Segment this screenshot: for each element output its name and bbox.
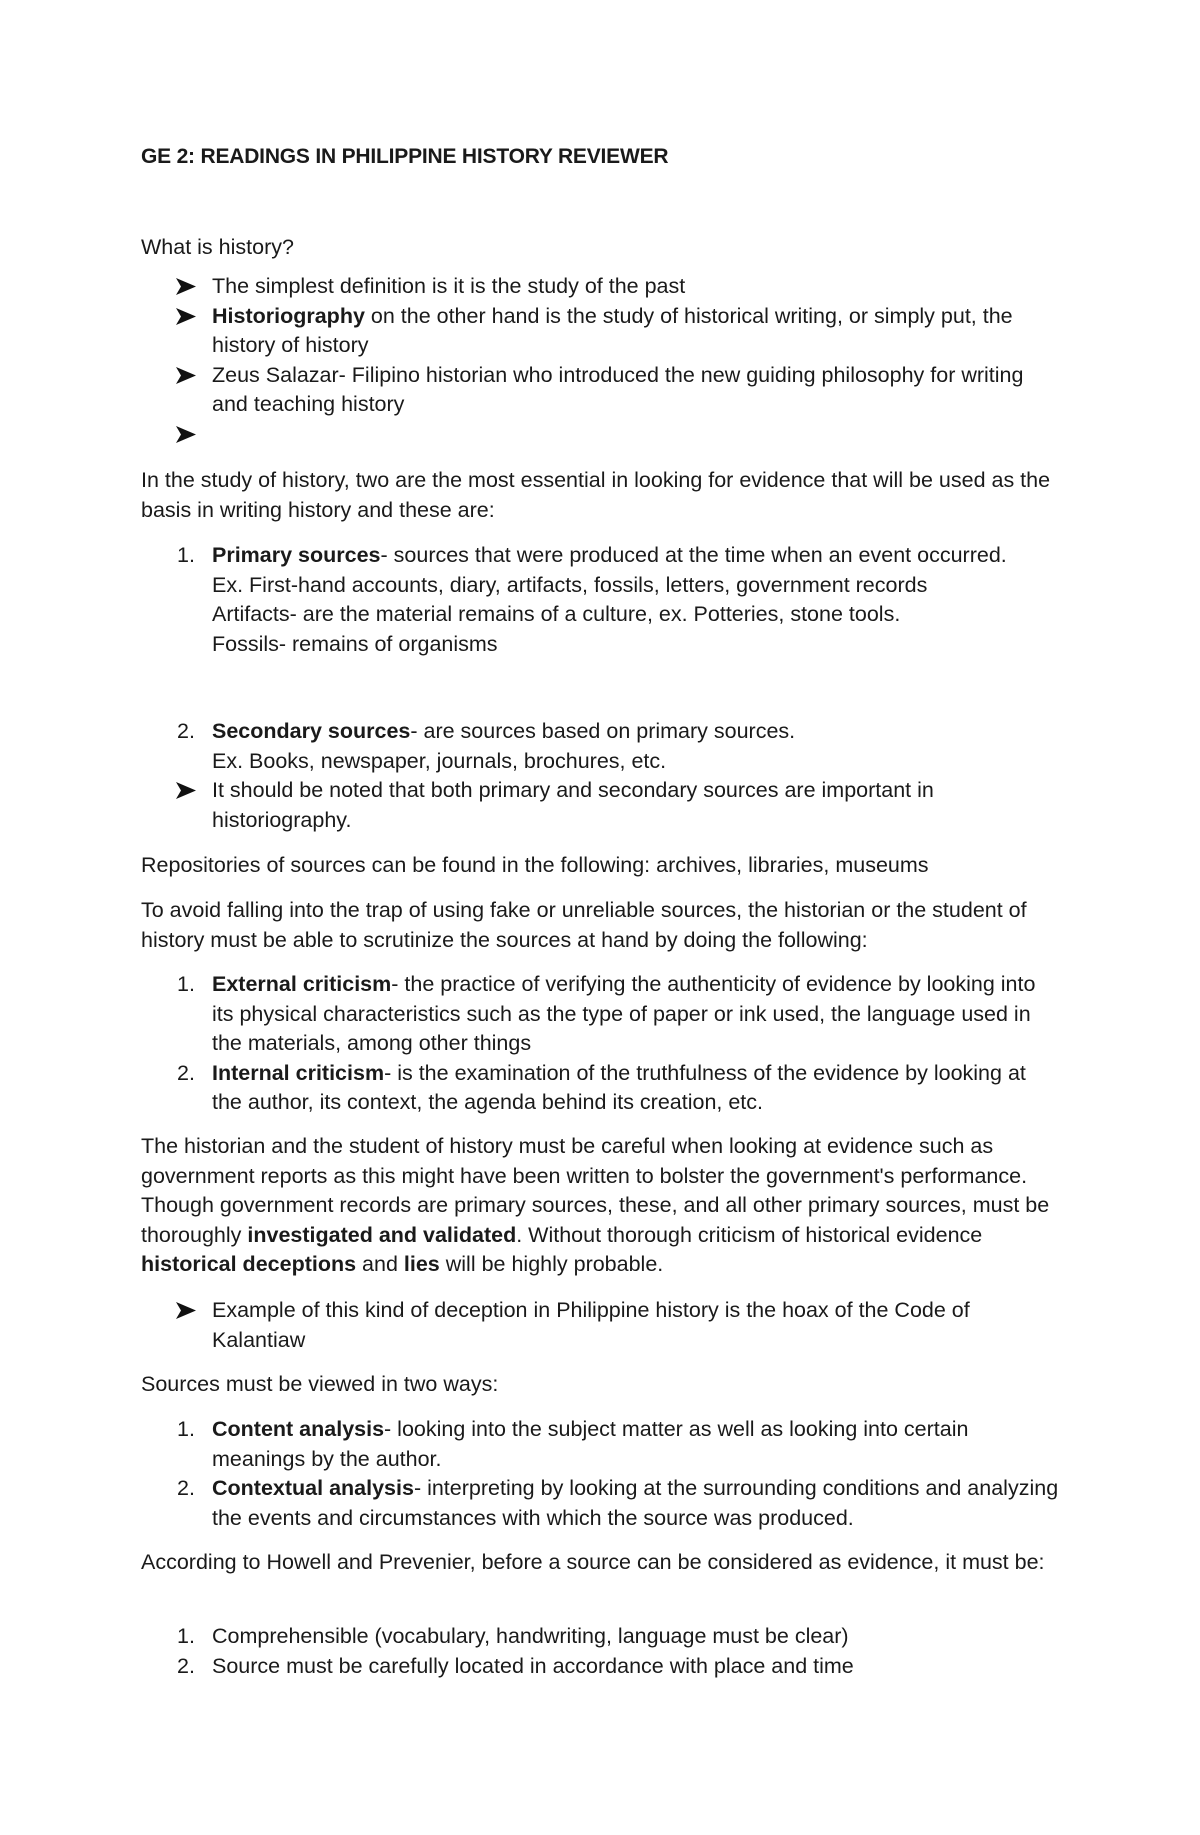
list-item: 1. Comprehensible (vocabulary, handwriting, language must be clear) bbox=[177, 1624, 849, 1648]
document-title: GE 2: READINGS IN PHILIPPINE HISTORY REVIEWER bbox=[141, 145, 669, 168]
secondary-sources-item: 2. Secondary sources- are sources based on primary sources. Ex. Books, newspaper, journals, brochures, etc. It should be noted that both primary and secondary sources are important in historiography. bbox=[141, 717, 1061, 835]
paragraph: Sources must be viewed in two ways: bbox=[141, 1372, 499, 1396]
history-bullet-list bbox=[141, 272, 1061, 449]
paragraph: Repositories of sources can be found in the following: archives, libraries, museums bbox=[141, 853, 929, 877]
section-repositories bbox=[141, 851, 1061, 881]
section-careful bbox=[141, 1132, 1061, 1280]
list-item: 2. Internal criticism- is the examination of the truthfulness of the evidence by looking at the author, its context, the agenda behind its creation, etc. bbox=[177, 1060, 1026, 1114]
arrowhead-bullet-icon bbox=[176, 361, 196, 384]
paragraph: To avoid falling into the trap of using fake or unreliable sources, the historian or the student of history must be able to scrutinize the sources at hand by doing the following: bbox=[141, 898, 1027, 952]
list-item: It should be noted that both primary and secondary sources are important in historiography. bbox=[141, 776, 1061, 835]
list-item: Example of this kind of deception in Philippine history is the hoax of the Code of Kalantiaw bbox=[141, 1296, 1061, 1355]
section-what-is-history bbox=[141, 233, 1061, 263]
primary-sources-item: 1. Primary sources- sources that were produced at the time when an event occurred. Ex. First-hand accounts, diary, artifacts, fossils, letters, government records Artifacts- are the material remains of a culture, ex. Potteries, stone tools. Fossils- remains of organisms bbox=[177, 543, 1007, 656]
section-avoid-fake-sources bbox=[141, 896, 1061, 955]
analysis-list bbox=[141, 1415, 1061, 1533]
arrowhead-bullet-icon bbox=[176, 1296, 196, 1319]
section-sources bbox=[141, 466, 1061, 525]
arrowhead-bullet-icon bbox=[176, 420, 196, 443]
list-item: 2. Contextual analysis- interpreting by looking at the surrounding conditions and analyzing the events and circumstances with which the source was produced. bbox=[177, 1476, 1059, 1530]
list-item-empty bbox=[141, 420, 1061, 450]
list-item: 1. External criticism- the practice of verifying the authenticity of evidence by looking into its physical characteristics such as the type of paper or ink used, the language used in the materials, among other things bbox=[177, 972, 1036, 1055]
list-item: 1. Content analysis- looking into the subject matter as well as looking into certain meanings by the author. bbox=[177, 1417, 969, 1471]
arrowhead-bullet-icon bbox=[176, 776, 196, 799]
kalantiaw-bullet bbox=[141, 1296, 1061, 1355]
list-item: 2. Source must be carefully located in accordance with place and time bbox=[177, 1653, 854, 1678]
paragraph: In the study of history, two are the most essential in looking for evidence that will be used as the basis in writing history and these are: bbox=[141, 468, 1051, 522]
paragraph: The historian and the student of history must be careful when looking at evidence such as government reports as this might have been written to bolster the government's performance. Though government records are primary sources, these, and all other primary sources, must be thoroughly investigated and validated. Without thorough criticism of historical evidence historical deceptions and lies will be highly probable. bbox=[141, 1134, 1050, 1276]
criticism-list bbox=[141, 970, 1061, 1118]
arrowhead-bullet-icon bbox=[176, 272, 196, 295]
list-item: The simplest definition is it is the study of the past bbox=[141, 272, 1061, 302]
list-item: Zeus Salazar- Filipino historian who introduced the new guiding philosophy for writing and teaching history bbox=[141, 361, 1061, 420]
evidence-list bbox=[141, 1622, 1061, 1681]
arrowhead-bullet-icon bbox=[176, 302, 196, 325]
list-item: Historiography on the other hand is the study of historical writing, or simply put, the history of history bbox=[141, 302, 1061, 361]
question-heading: What is history? bbox=[141, 235, 294, 259]
section-two-ways bbox=[141, 1370, 1061, 1400]
section-howell-prevenier bbox=[141, 1548, 1061, 1578]
paragraph: According to Howell and Prevenier, before a source can be considered as evidence, it must be: bbox=[141, 1550, 1045, 1574]
